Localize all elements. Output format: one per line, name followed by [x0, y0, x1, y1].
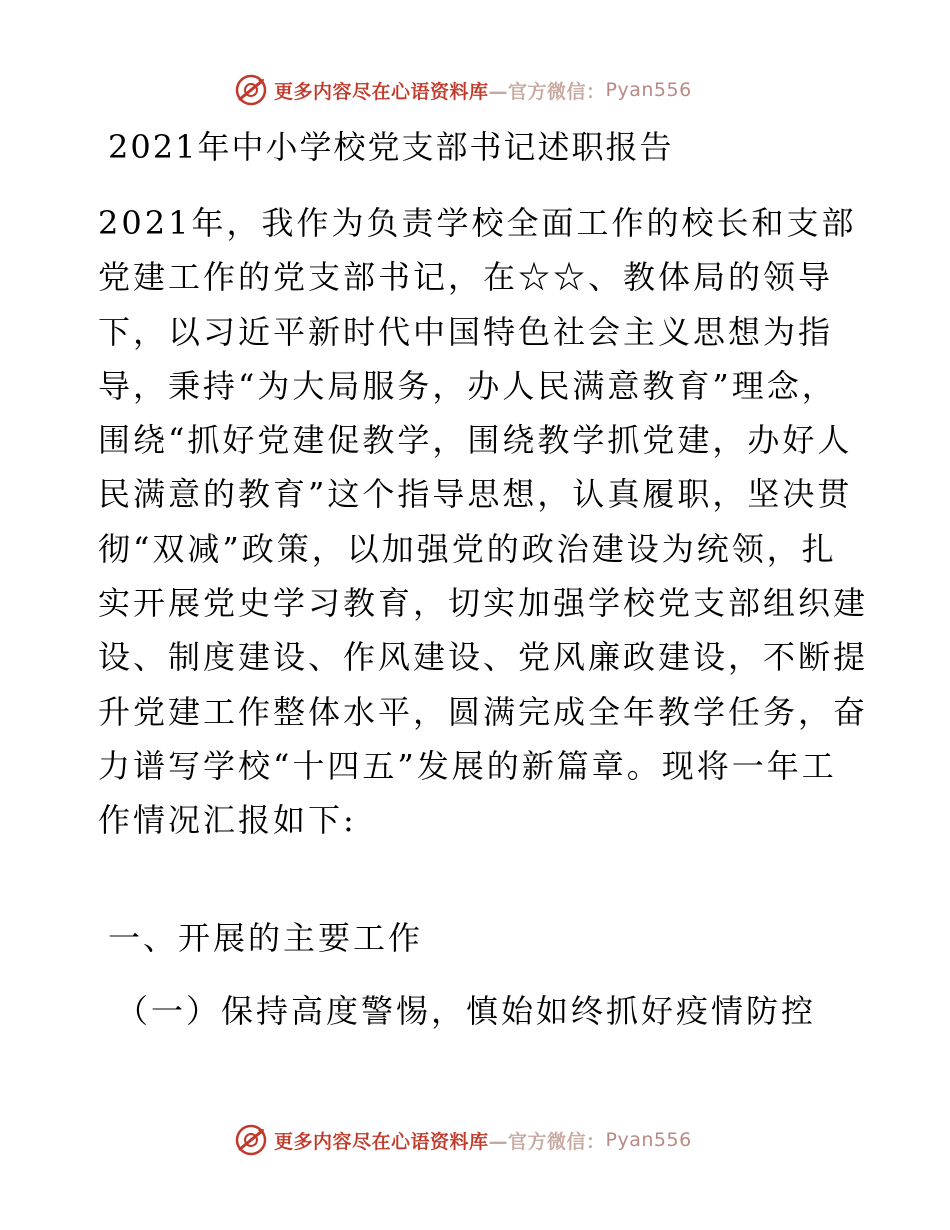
- watermark-account: Pyan556: [605, 79, 692, 101]
- paragraph-line: 导，秉持“为大局服务，办人民满意教育”理念，: [98, 366, 837, 405]
- paragraph-line: 下，以习近平新时代中国特色社会主义思想为指: [98, 312, 834, 351]
- watermark-account: Pyan556: [605, 1129, 692, 1151]
- paragraph-line: 力谱写学校“十四五”发展的新篇章。现将一年工: [98, 746, 837, 785]
- body-paragraph: [98, 196, 869, 848]
- watermark-contact-label: —官方微信：: [488, 1130, 606, 1153]
- subsection-heading: （一）保持高度警惕，慎始如终抓好疫情防控: [116, 992, 817, 1030]
- watermark-banner-bottom: [234, 1120, 692, 1160]
- section-heading: 一、开展的主要工作: [108, 919, 424, 957]
- watermark-banner-top: [234, 70, 692, 110]
- logo-icon: [234, 73, 268, 107]
- watermark-text: 更多内容尽在心语资料库: [274, 1130, 489, 1153]
- paragraph-line: 党建工作的党支部书记，在☆☆、教体局的领导: [98, 258, 834, 297]
- paragraph-line: 设、制度建设、作风建设、党风廉政建设，不断提: [98, 638, 869, 677]
- paragraph-line: 作情况汇报如下:: [98, 801, 357, 840]
- watermark-text: 更多内容尽在心语资料库: [274, 80, 489, 103]
- paragraph-line: 升党建工作整体水平，圆满完成全年教学任务，奋: [98, 692, 869, 731]
- paragraph-line: 彻“双减”政策，以加强党的政治建设为统领，扎: [98, 529, 837, 568]
- paragraph-line: 围绕“抓好党建促教学，围绕教学抓党建，办好人: [98, 421, 853, 460]
- paragraph-line: 2021年，我作为负责学校全面工作的校长和支部: [98, 204, 857, 242]
- logo-icon: [234, 1123, 268, 1157]
- paragraph-line: 实开展党史学习教育，切实加强学校党支部组织建: [98, 584, 869, 623]
- document-title: 2021年中小学校党支部书记述职报告: [108, 128, 674, 166]
- paragraph-line: 民满意的教育”这个指导思想，认真履职，坚决贯: [98, 475, 853, 514]
- watermark-contact-label: —官方微信：: [488, 80, 606, 103]
